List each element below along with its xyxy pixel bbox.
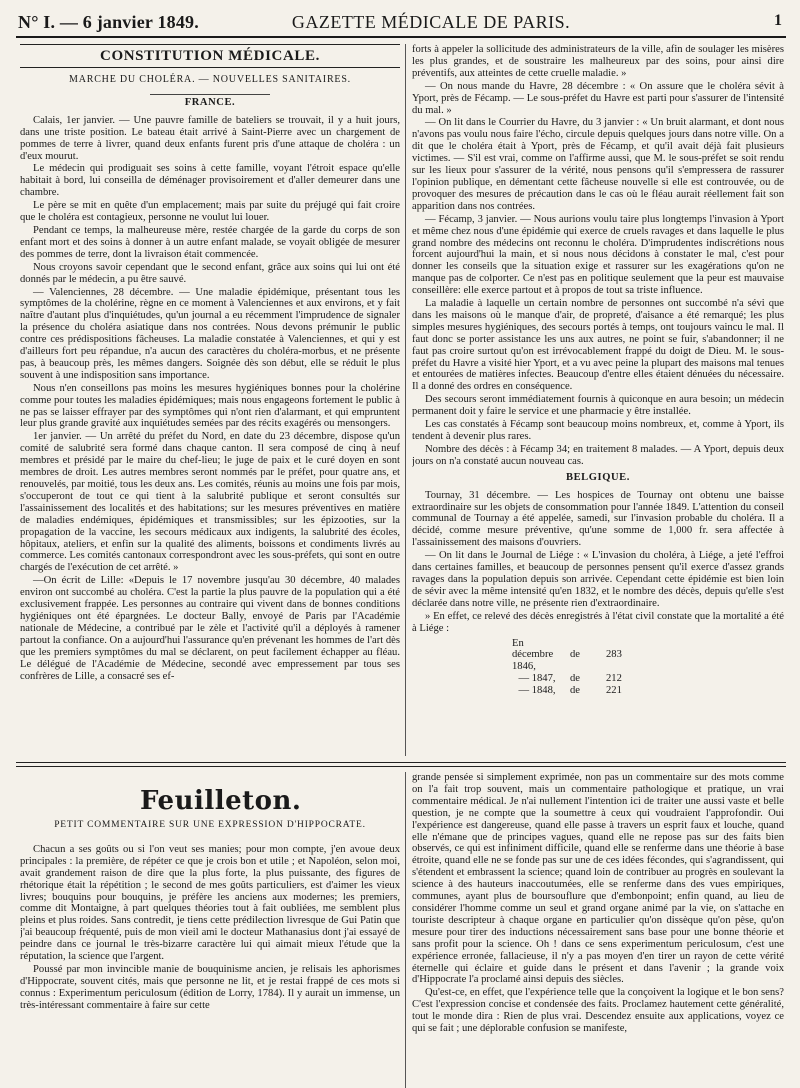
mortality-label: — 1848, bbox=[518, 685, 556, 697]
mortality-label: En décembre 1846, bbox=[512, 637, 554, 673]
table-row bbox=[508, 685, 626, 697]
paragraph: — Fécamp, 3 janvier. — Nous aurions voulu taire plus longtemps l'invasion à Yport et même chez nous d'une épidémie qui exerce de cruels ravages et dans laquelle le plus grand nombre des médecins ont reconnu le choléra. D'imprudentes indiscrétions nous forcent aujourd'hui la main, et si nous nous décidons à constater le mal, c'est pour donner les conseils que la situation exige et rassurer sur les exagérations qu'on ne manque pas de colporter. Ce n'est pas en politique seulement que la peur est mauvaise conseillère: elle exerce partout et à propos de tout sa triste influence. bbox=[412, 213, 784, 297]
paragraph: 1er janvier. — Un arrêté du préfet du Nord, en date du 23 décembre, dispose qu'un comité de salubrité sera formé dans chaque canton. Il sera composé de cinq à neuf membres et présidé par le maire du chef-lieu; le juge de paix et le curé doyen en sont membres de droit. Les autres membres seront nommés par le préfet, pour quatre ans, et renouvelés, par moitié, tous les deux ans. Les comités, réunis au moins une fois par mois, s'occuperont de tout ce qui tient à la salubrité publique et seront consultés sur l'assainissement des localités et des habitations; sur les mesures préventives en matière de maladies endémiques, épidémiques et transmissibles; sur les épizooties, sur la propagation de la vaccine, les secours médicaux aux indigents, la salubrité des écoles, hôpitaux, ateliers, et enfin sur la qualité des aliments, boissons et condiments livrés au commerce. Les comités cantonaux correspondront avec les sous-préfets, qui sont en outre chargés de l'exécution de cet arrêté. » bbox=[20, 431, 400, 574]
feuilleton-right-column bbox=[412, 772, 784, 1086]
paragraph: » En effet, ce relevé des décès enregistrés à l'état civil constate que la mortalité a été à Liége : bbox=[412, 610, 784, 634]
mortality-value: 212 bbox=[606, 673, 622, 685]
feuilleton-title: Feuilleton. bbox=[140, 786, 302, 816]
paragraph: Chacun a ses goûts ou si l'on veut ses manies; pour mon compte, j'en avoue deux principales : la première, de répéter ce que je crois bon et utile ; et Napoléon, selon moi, avait grandement raison de dire que la plus forte, la plus puissante, des figures de rhétorique était la répétition ; le second de mes goûts particuliers, est d'aimer les vieux livres; bouquins pour bouquins, je préfère les anciens aux modernes; les premiers, comme dit Montaigne, à part quelques théories tout à fait oubliées, me semblent plus pleins et plus roides. Sans contredit, je tiens cette prédilection livresque de Gui Patin que j'ai beaucoup fréquenté, puis de mon vieil ami le docteur Mathanasius dont j'ai essayé de peindre dans ce journal le très-bizarre caractère lui qui aimait mieux l'étude que la réputation, la science que l'argent. bbox=[20, 843, 400, 963]
feuilleton-separator bbox=[16, 762, 786, 767]
paragraph: Nombre des décès : à Fécamp 34; en traitement 8 malades. — A Yport, depuis deux jours on n'a constaté aucun nouveau cas. bbox=[412, 443, 784, 467]
paragraph: Nous croyons savoir cependant que le second enfant, grâce aux soins qui lui ont été donnés par le médecin, a pu être sauvé. bbox=[20, 261, 400, 285]
mortality-prep: de bbox=[570, 649, 580, 661]
section-title: CONSTITUTION MÉDICALE. bbox=[100, 48, 320, 64]
paragraph: Calais, 1er janvier. — Une pauvre famille de bateliers se trouvait, il y a huit jours, dans une triste position. Le bateau était arrivé à Saint-Pierre avec un chargement de pommes de terre à livrer, quand deux enfants furent pris d'une attaque de choléra : un d'eux mourut. bbox=[20, 114, 400, 162]
paragraph: grande pensée si simplement exprimée, non pas un commentaire sur des mots comme on l'a fait trop souvent, mais un commentaire pathologique et pratique, un vrai commentaire médical. Je n'ai nullement l'intention ici de traiter une aussi vaste et belle question, je ne compte que la soumettre à ceux qui voudraient l'approfondir. Oui l'expérience est dangereuse, quand elle passe à travers un esprit faux et louche, quand elle n'émane que de principes vagues, quand elle ne repose pas sur des faits bien observés, ce qui est infiniment difficile, quand elle se renferme dans une théorie à base étroite, quand elle ne se fonde pas sur une de ces idées fécondes, qui s'agrandissent, qui s'étendent et embrassent la science; quand loin de contribuer au progrès en soulevant la science à des hauteurs inaccoutumées, elle se renferme dans des vues empiriques, communes, ayant plus de boursouflure que d'embonpoint; enfin quand, au lieu de considérer l'homme comme un seul et grand organe animé par la vie, on s'attache en touriste descripteur à chaque organe en particulier qu'on dissèque qu'on pèse, qu'on mesure pour tirer des inductions nécessairement sans base pour une bonne théorie et sans profit pour la science. Oh ! dans ce sens experimentum periculosum, c'est une expérience erronée, fallacieuse, il n'y a pas moyen d'en tirer un rayon de cette vérité éternelle qui éclaire et guide dans le présent et dans l'avenir ; la grande voix d'Hippocrate l'a proclamé ainsi depuis des siècles. bbox=[412, 772, 784, 986]
mortality-prep: de bbox=[570, 685, 580, 697]
masthead bbox=[16, 6, 786, 38]
table-row bbox=[508, 673, 626, 685]
paragraph: Le médecin qui prodiguait ses soins à cette famille, voyant l'étroit espace qu'elle habitait à bord, lui conseilla de déménager provisoirement et d'aller demeurer dans une chambre. bbox=[20, 163, 400, 199]
paragraph: Poussé par mon invincible manie de bouquinisme ancien, je relisais les aphorismes d'Hippocrate, souvent cités, mais que personne ne lit, et je restai frappé de ces mots si connus : Experimentum periculosum (édition de Lorry, 1784). Il y aurait un immense, un très-intéressant commentaire à faire sur cette bbox=[20, 963, 400, 1011]
feuilleton-subtitle: PETIT COMMENTAIRE SUR UNE EXPRESSION D'HIPPOCRATE. bbox=[54, 820, 366, 830]
section-subtitle: MARCHE DU CHOLÉRA. — NOUVELLES SANITAIRES. bbox=[69, 74, 351, 85]
mortality-table bbox=[508, 638, 626, 698]
paragraph: La maladie à laquelle un certain nombre de personnes ont succombé n'a sévi que dans les maisons où le manque d'air, de propreté, d'aisance a été remarqué; les plus simples mesures hygiéniques, des secours portés à temps, ont toujours vaincu le mal. Il faut donc se porter assistance les uns aux autres, ne point se fuir, s'abandonner; il ne faut pas croire surtout qu'on est irrévocablement frappé du doigt de Dieu. M. le sous-préfet du Havre a visité hier Yport, et a vu avec peine la plupart des maisons mal tenues et entourées de matières infectes. Beaucoup d'entre elles étaient dénuées du nécessaire. Il a donné des ordres en conséquence. bbox=[412, 298, 784, 393]
column-rule-bottom bbox=[405, 772, 406, 1088]
paragraph: — Valenciennes, 28 décembre. — Une maladie épidémique, présentant tous les symptômes de la cholérine, règne en ce moment à Valenciennes et aux environs, et y fait naître d'autant plus d'inquiétudes, qu'un journal a eu récemment l'imprudence de signaler la présence du choléra asiatique dans nos contrées. Nous devons prémunir le public contre ces prédispositions fâcheuses. La maladie constatée à Valenciennes, et qui y est d'ailleurs fort peu répandue, n'a aucun des caractères du choléra-morbus, et ne présente pas, à beaucoup près, les mêmes dangers. Soignée dès son début, elle se réduit le plus souvent à une indisposition sans importance. bbox=[20, 286, 400, 381]
table-row bbox=[508, 638, 626, 674]
paragraph: —On écrit de Lille: «Depuis le 17 novembre jusqu'au 30 décembre, 40 malades environ ont succombé au choléra. C'est la partie la plus pauvre de la population qui a été exclusivement frappée. Les personnes au contraire qui vivent dans de bonnes conditions hygiéniques ont été épargnées. Le docteur Bally, envoyé de Paris par l'Académie nationale de Médecine, a contribué par le zèle et l'activité qu'il a déployés à ramener partout la confiance. On a aujourd'hui l'assurance qu'en prévenant les hommes de l'art dès que les premiers symptômes du mal se déclarent, on peut facilement échapper au fléau. Le délégué de l'Académie de Médecine, secondé avec empressement par tous ses confrères de Lille, a consacré ses ef- bbox=[20, 575, 400, 682]
paragraph: Nous n'en conseillons pas moins les mesures hygiéniques bonnes pour la cholérine comme pour toutes les maladies épidémiques; mais nous engageons fortement le public à ne pas se laisser effrayer par des symptômes qui n'ont rien d'alarmant, et qui empruntent leur plus grande gravité aux inquiétudes semées par des récits exagérés ou mensongers. bbox=[20, 382, 400, 430]
paragraph: — On lit dans le Courrier du Havre, du 3 janvier : « Un bruit alarmant, et dont nous n'avons pas voulu nous faire l'écho, circule depuis quelques jours dans notre ville. On a dit que le choléra était à Yport, près de Fécamp, et qu'il avait déjà fait plusieurs victimes. — S'il est vrai, comme on l'affirme aussi, que M. le sous-préfet se soit rendu sur les lieux pour s'assurer de la vérité, nous pensons qu'il s'empressera de rassurer l'opinion publique, en démentant cette fâcheuse nouvelle si elle est controuvée, ou de provoquer des mesures de précaution dans le cas où le fléau aurait réellement fait son apparition dans nos contrées. bbox=[412, 117, 784, 212]
paragraph: forts à appeler la sollicitude des administrateurs de la ville, afin de soulager les misères les plus grandes, et de soustraire les malheureux par des soins, pour ainsi dire préventifs, aux atteintes de cette cruelle maladie. » bbox=[412, 44, 784, 79]
paragraph: Le père se mit en quête d'un emplacement; mais par suite du préjugé qui fait croire que le choléra est contagieux, personne ne voulut lui louer. bbox=[20, 200, 400, 224]
paragraph: — On lit dans le Journal de Liége : « L'invasion du choléra, à Liége, a jeté l'effroi dans certaines familles, et beaucoup de personnes pensent qu'il exerce d'assez grands ravages dans la population depuis son arrivée. Cependant cette épidémie est bien loin de sévir avec la même intensité qu'en 1832, et le nombre des décès, depuis qu'elle s'est déclarée dans notre ville, ne présente rien d'extraordinaire. bbox=[412, 550, 784, 609]
journal-title: GAZETTE MÉDICALE DE PARIS. bbox=[291, 12, 571, 32]
mortality-value: 283 bbox=[606, 649, 622, 661]
paragraph: Qu'est-ce, en effet, que l'expérience telle que la conçoivent la logique et le bon sens? C'est l'expression concise et condensée des faits. Proclamez hautement cette généralité, tout le monde dira : Rien de plus vrai. Descendez ensuite aux applications, voyez ce qui se fait ; une déplorable confusion se manifeste, bbox=[412, 987, 784, 1035]
paragraph: Tournay, 31 décembre. — Les hospices de Tournay ont obtenu une baisse extraordinaire sur les objets de consommation pour l'année 1849. L'attention du conseil communal de Tournay a été appelée, samedi, sur l'invasion probable du choléra. Il a décidé, comme mesure préventive, qu'une somme de 1,000 fr. sera affectée à l'assainissement des maisons d'ouvriers. bbox=[412, 489, 784, 549]
section-title-box bbox=[20, 44, 400, 68]
column-rule-top bbox=[405, 44, 406, 756]
country-heading-france: FRANCE. bbox=[150, 94, 270, 109]
page-number: 1 bbox=[774, 12, 782, 29]
paragraph: Les cas constatés à Fécamp sont beaucoup moins nombreux, et, comme à Yport, ils tendent à devenir plus rares. bbox=[412, 419, 784, 442]
paragraph: — On nous mande du Havre, 28 décembre : « On assure que le choléra sévit à Yport, près de Fécamp. — Le sous-préfet du Havre est parti pour s'assurer de l'intensité du mal. » bbox=[412, 80, 784, 116]
mortality-prep: de bbox=[570, 673, 580, 685]
issue-number: N° I. — 6 janvier 1849. bbox=[18, 12, 199, 32]
constitution-right-column bbox=[412, 44, 784, 756]
mortality-label: — 1847, bbox=[518, 673, 556, 685]
country-heading-belgique: BELGIQUE. bbox=[565, 471, 631, 483]
feuilleton-left-column bbox=[20, 772, 400, 1086]
mortality-value: 221 bbox=[606, 685, 622, 697]
paragraph: Pendant ce temps, la malheureuse mère, restée chargée de la garde du corps de son enfant mort et des soins à donner à un autre enfant malade, se voyait obligée de mesurer des pommes de terre, dont la livraison était commencée. bbox=[20, 224, 400, 260]
paragraph: Des secours seront immédiatement fournis à quiconque en aura besoin; un médecin permanent doit y faire le service et une pharmacie y être installée. bbox=[412, 394, 784, 418]
constitution-left-column bbox=[20, 44, 400, 756]
